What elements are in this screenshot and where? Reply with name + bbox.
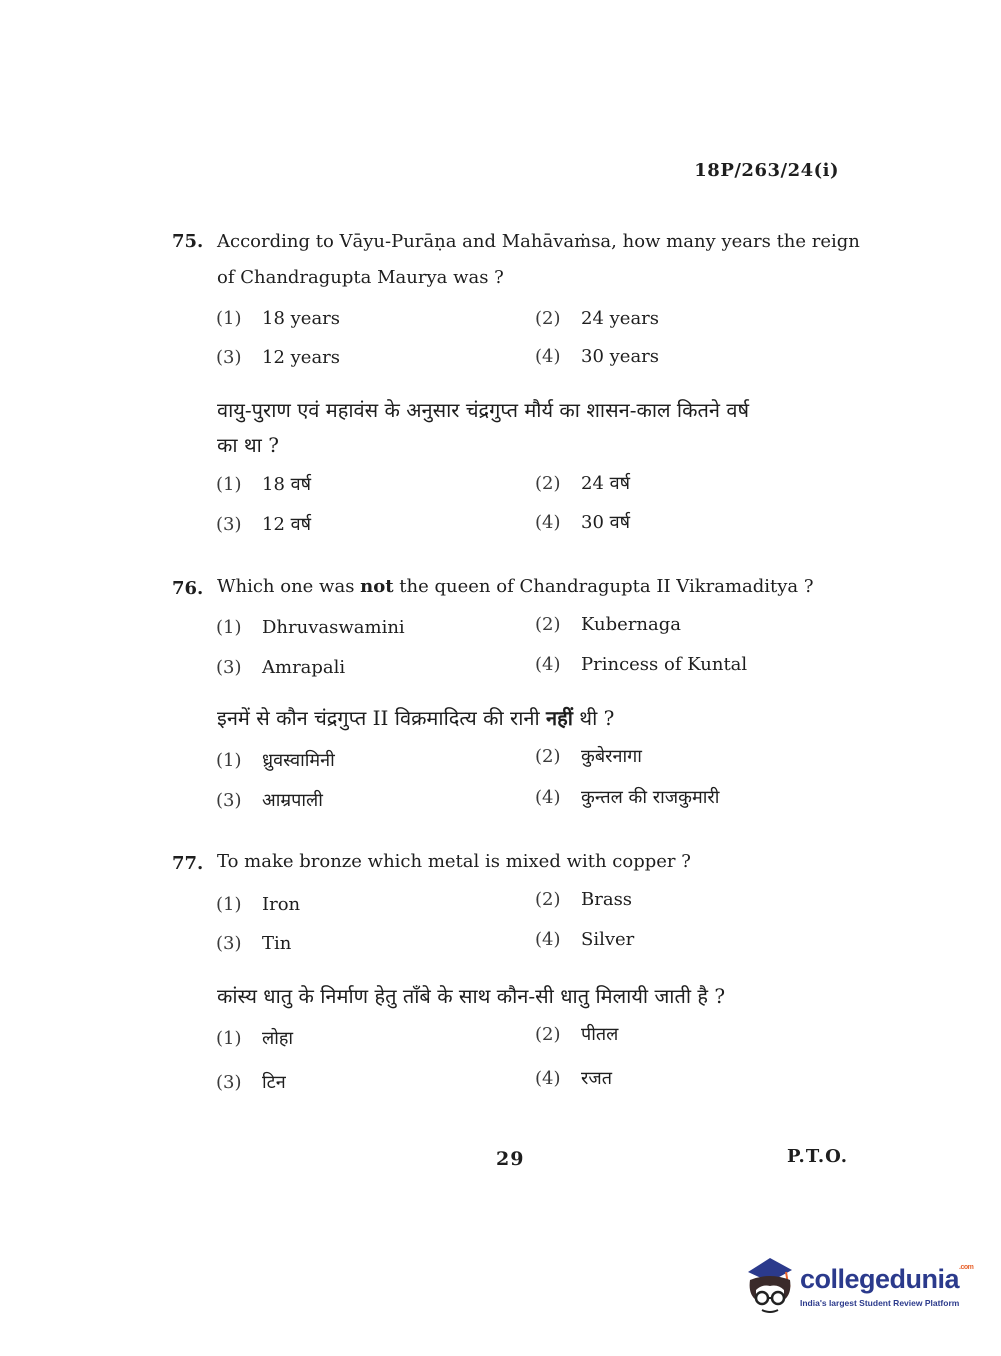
option-en-4: (4) Princess of Kuntal xyxy=(535,654,748,675)
option-hi-2: (2) 24 वर्ष xyxy=(535,473,631,494)
question-text-hi: कांस्य धातु के निर्माण हेतु ताँबे के साथ कौन-सी धातु मिलायी जाती है ? xyxy=(217,984,726,1008)
paper-code: 18P/263/24(i) xyxy=(694,160,839,181)
question-text-en-line2: of Chandragupta Maurya was ? xyxy=(217,267,504,288)
question-text-hi: इनमें से कौन चंद्रगुप्त II विक्रमादित्य की रानी नहीं थी ? xyxy=(217,706,615,730)
option-hi-1: (1) ध्रुवस्वामिनी xyxy=(216,750,335,771)
question-text-hi-line2: का था ? xyxy=(217,433,279,457)
pto-label: P.T.O. xyxy=(787,1146,849,1167)
question-text-en: To make bronze which metal is mixed with copper ? xyxy=(217,851,691,872)
brand-tagline: India's largest Student Review Platform xyxy=(800,1298,960,1308)
option-hi-2: (2) कुबेरनागा xyxy=(535,746,642,767)
mascot-icon xyxy=(742,1250,798,1316)
option-en-4: (4) 30 years xyxy=(535,346,660,367)
option-en-2: (2) Kubernaga xyxy=(535,614,682,635)
option-en-3: (3) 12 years xyxy=(216,347,341,368)
option-en-1: (1) Iron xyxy=(216,894,301,915)
option-hi-4: (4) 30 वर्ष xyxy=(535,512,631,533)
option-hi-4: (4) कुन्तल की राजकुमारी xyxy=(535,787,720,808)
brand-name: collegedunia$^{.com}$ xyxy=(800,1264,974,1294)
collegedunia-logo xyxy=(742,1250,972,1320)
option-hi-1: (1) 18 वर्ष xyxy=(216,474,312,495)
option-hi-2: (2) पीतल xyxy=(535,1024,619,1045)
option-hi-1: (1) लोहा xyxy=(216,1028,294,1049)
question-number: 75. xyxy=(172,231,204,252)
option-en-3: (3) Amrapali xyxy=(216,657,346,678)
page-number: 29 xyxy=(496,1148,525,1170)
question-text-en-line1: According to Vāyu-Purāṇa and Mahāvaṁsa, how many years the reign xyxy=(217,231,860,252)
option-en-2: (2) 24 years xyxy=(535,308,660,329)
option-en-1: (1) 18 years xyxy=(216,308,341,329)
option-hi-3: (3) 12 वर्ष xyxy=(216,514,312,535)
option-hi-4: (4) रजत xyxy=(535,1068,612,1089)
option-en-4: (4) Silver xyxy=(535,929,635,950)
option-en-2: (2) Brass xyxy=(535,889,633,910)
option-hi-3: (3) आम्रपाली xyxy=(216,790,323,811)
question-text-en: Which one was not the queen of Chandragupta II Vikramaditya ? xyxy=(217,576,814,597)
option-hi-3: (3) टिन xyxy=(216,1072,286,1093)
question-number: 77. xyxy=(172,853,204,874)
option-en-1: (1) Dhruvaswamini xyxy=(216,617,405,638)
question-text-hi-line1: वायु-पुराण एवं महावंस के अनुसार चंद्रगुप्त मौर्य का शासन-काल कितने वर्ष xyxy=(217,398,750,422)
question-number: 76. xyxy=(172,578,204,599)
option-en-3: (3) Tin xyxy=(216,933,292,954)
